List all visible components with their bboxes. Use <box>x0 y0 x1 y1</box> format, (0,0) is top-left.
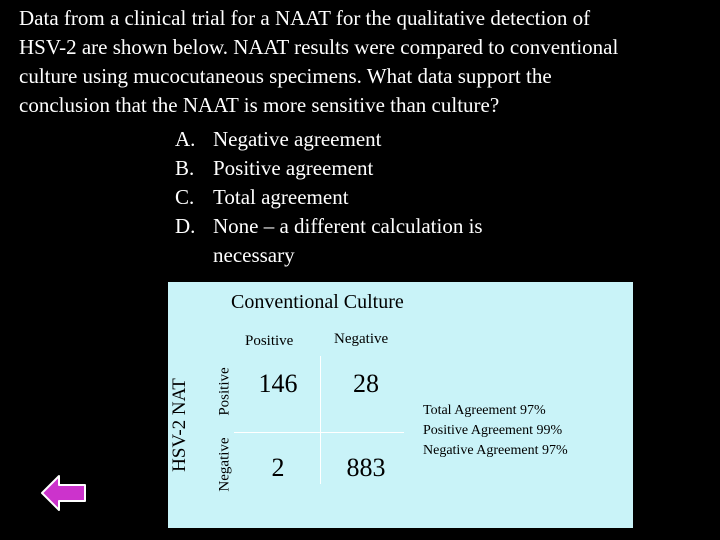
answer-options <box>175 125 555 270</box>
option-letter: B. <box>175 156 195 180</box>
option-letter: C. <box>175 185 195 209</box>
back-button[interactable] <box>40 473 88 513</box>
question-line: Data from a clinical trial for a NAAT for the qualitative detection of <box>19 6 591 30</box>
agreement-stats <box>423 401 568 461</box>
question-text <box>19 4 714 120</box>
option-d[interactable] <box>175 212 555 270</box>
option-text: None – a different calculation is <box>213 214 483 238</box>
cell-false-positive: 28 <box>353 369 379 398</box>
column-header-negative: Negative <box>334 331 389 347</box>
left-arrow-icon <box>40 473 88 513</box>
contingency-table-panel <box>168 282 633 528</box>
row-header-positive: Positive <box>216 367 233 416</box>
option-text: Negative agreement <box>213 127 382 151</box>
option-b[interactable] <box>175 154 555 183</box>
option-a[interactable] <box>175 125 555 154</box>
option-text: necessary <box>213 243 295 267</box>
cell-false-negative: 2 <box>271 453 285 482</box>
question-line: culture using mucocutaneous specimens. What data support the <box>19 64 552 88</box>
column-header-positive: Positive <box>245 333 294 349</box>
option-text: Positive agreement <box>213 156 374 180</box>
column-group-title: Conventional Culture <box>231 291 404 313</box>
cell-true-negative: 883 <box>346 453 386 482</box>
question-line: conclusion that the NAAT is more sensitive than culture? <box>19 93 500 117</box>
option-letter: D. <box>175 214 196 238</box>
grid-divider-horizontal <box>234 432 404 433</box>
option-letter: A. <box>175 127 196 151</box>
negative-agreement: Negative Agreement 97% <box>423 443 568 458</box>
option-text: Total agreement <box>213 185 349 209</box>
option-c[interactable] <box>175 183 555 212</box>
row-header-negative: Negative <box>216 437 233 492</box>
total-agreement: Total Agreement 97% <box>423 403 546 418</box>
row-group-title: HSV-2 NAT <box>169 378 190 472</box>
question-line: HSV-2 are shown below. NAAT results were compared to conventional <box>19 35 619 59</box>
grid-divider-vertical <box>320 356 321 484</box>
positive-agreement: Positive Agreement 99% <box>423 423 563 438</box>
cell-true-positive: 146 <box>258 369 298 398</box>
